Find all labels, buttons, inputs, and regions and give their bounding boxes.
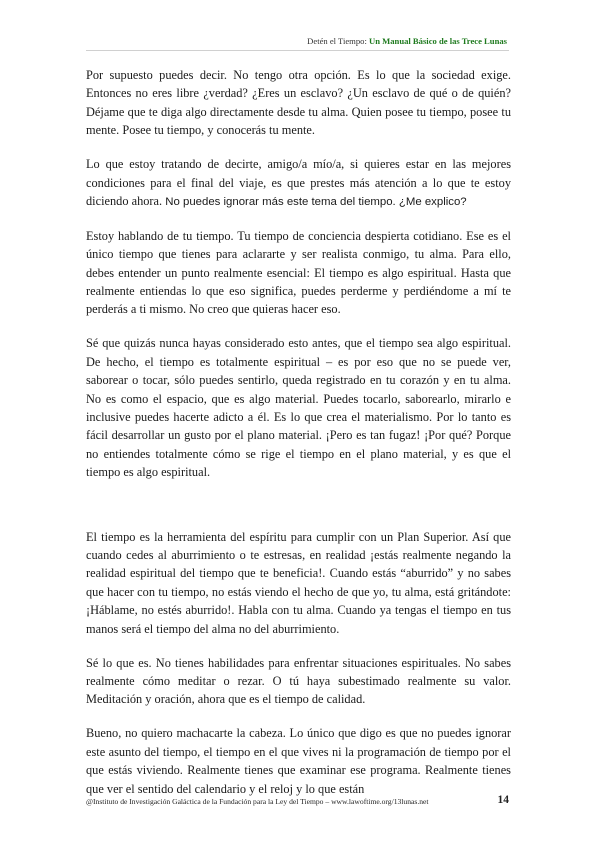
- page-number: 14: [497, 794, 509, 806]
- header-book-title: Detén el Tiempo:: [307, 36, 369, 46]
- paragraph-6: Sé lo que es. No tienes habilidades para enfrentar situaciones espirituales. No sabes realmente cómo meditar o rezar. O tú haya subestimado realmente su valor. Meditación y oración, ahora que es el tiempo de calidad.: [86, 655, 511, 707]
- paragraph-2: [86, 155, 511, 211]
- header-book-subtitle: Un Manual Básico de las Trece Lunas: [369, 36, 507, 46]
- paragraph-7: Bueno, no quiero machacarte la cabeza. Lo único que digo es que no puedes ignorar este asunto del tiempo, el tiempo en el que vives ni la programación de tiempo por el que estás viviendo. Realmente tienes que examinar ese programa. Realmente tienes que ver el sentido del calendario y el reloj y lo que están: [86, 726, 511, 796]
- paragraph-3: Estoy hablando de tu tiempo. Tu tiempo de conciencia despierta cotidiano. Ese es el único tiempo que tienes para aclararte y ser realista conmigo, tu alma. Para ello, debes entender un punto realmente esencial: El tiempo es algo espiritual. Hasta que realmente entiendas lo que eso significa, puedes perderme y perdiéndome a mí te perderás a ti mismo. No creo que quieras hacer eso.: [86, 228, 511, 317]
- page-body: [86, 66, 511, 813]
- page-footer: @Instituto de Investigación Galáctica de la Fundación para la Ley del Tiempo – www.lawoftime.org/13lunas.net: [86, 797, 429, 806]
- paragraph-1: Por supuesto puedes decir. No tengo otra opción. Es lo que la sociedad exige. Entonces no eres libre ¿verdad? ¿Eres un esclavo? ¿Un esclavo de qué o de quién? Déjame que te diga algo directamente desde tu alma. Quien posee tu tiempo, posee tu mente. Posee tu tiempo, y conocerás tu mente.: [86, 68, 511, 138]
- header-divider: [86, 50, 509, 51]
- paragraph-2-question: No puedes ignorar más este tema del tiempo. ¿Me explico?: [162, 195, 467, 208]
- paragraph-5: El tiempo es la herramienta del espíritu para cumplir con un Plan Superior. Así que cuando cedes al aburrimiento o te estresas, en realidad ¡estás realmente negando la realidad espiritual del tiempo que te beneficia!. Cuando estás “aburrido” y no sabes que hacer con tu tiempo, no estás viendo el hecho de que yo, tu alma, está gritándote: ¡Háblame, no estés aburrido!. Habla con tu alma. Cuando ya tengas el tiempo en tus manos será el tiempo del alma no del aburrimiento.: [86, 529, 511, 636]
- running-header: [307, 36, 507, 46]
- paragraph-2-text: Lo que estoy tratando de decirte, amigo/a mío/a, si quieres estar en las mejores condiciones para el final del viaje, es que prestes más atención a lo que te estoy diciendo ahora.: [86, 157, 511, 208]
- paragraph-4: Sé que quizás nunca hayas considerado esto antes, que el tiempo sea algo espiritual. De hecho, el tiempo es totalmente espiritual – es por eso que no se puede ver, saborear o tocar, sólo puedes sentirlo, queda registrado en tu corazón y en tu alma. No es como el espacio, que es algo material. Puedes tocarlo, saborearlo, mirarlo e inclusive puedes hacerte adicto a él. Es lo que crea el materialismo. Por lo tanto es fácil desarrollar un gusto por el plano material. ¡Pero es tan fugaz! ¡Por qué? Porque no entiendes totalmente cómo se rige el tiempo en el plano material, y es que el tiempo es algo espiritual.: [86, 336, 511, 480]
